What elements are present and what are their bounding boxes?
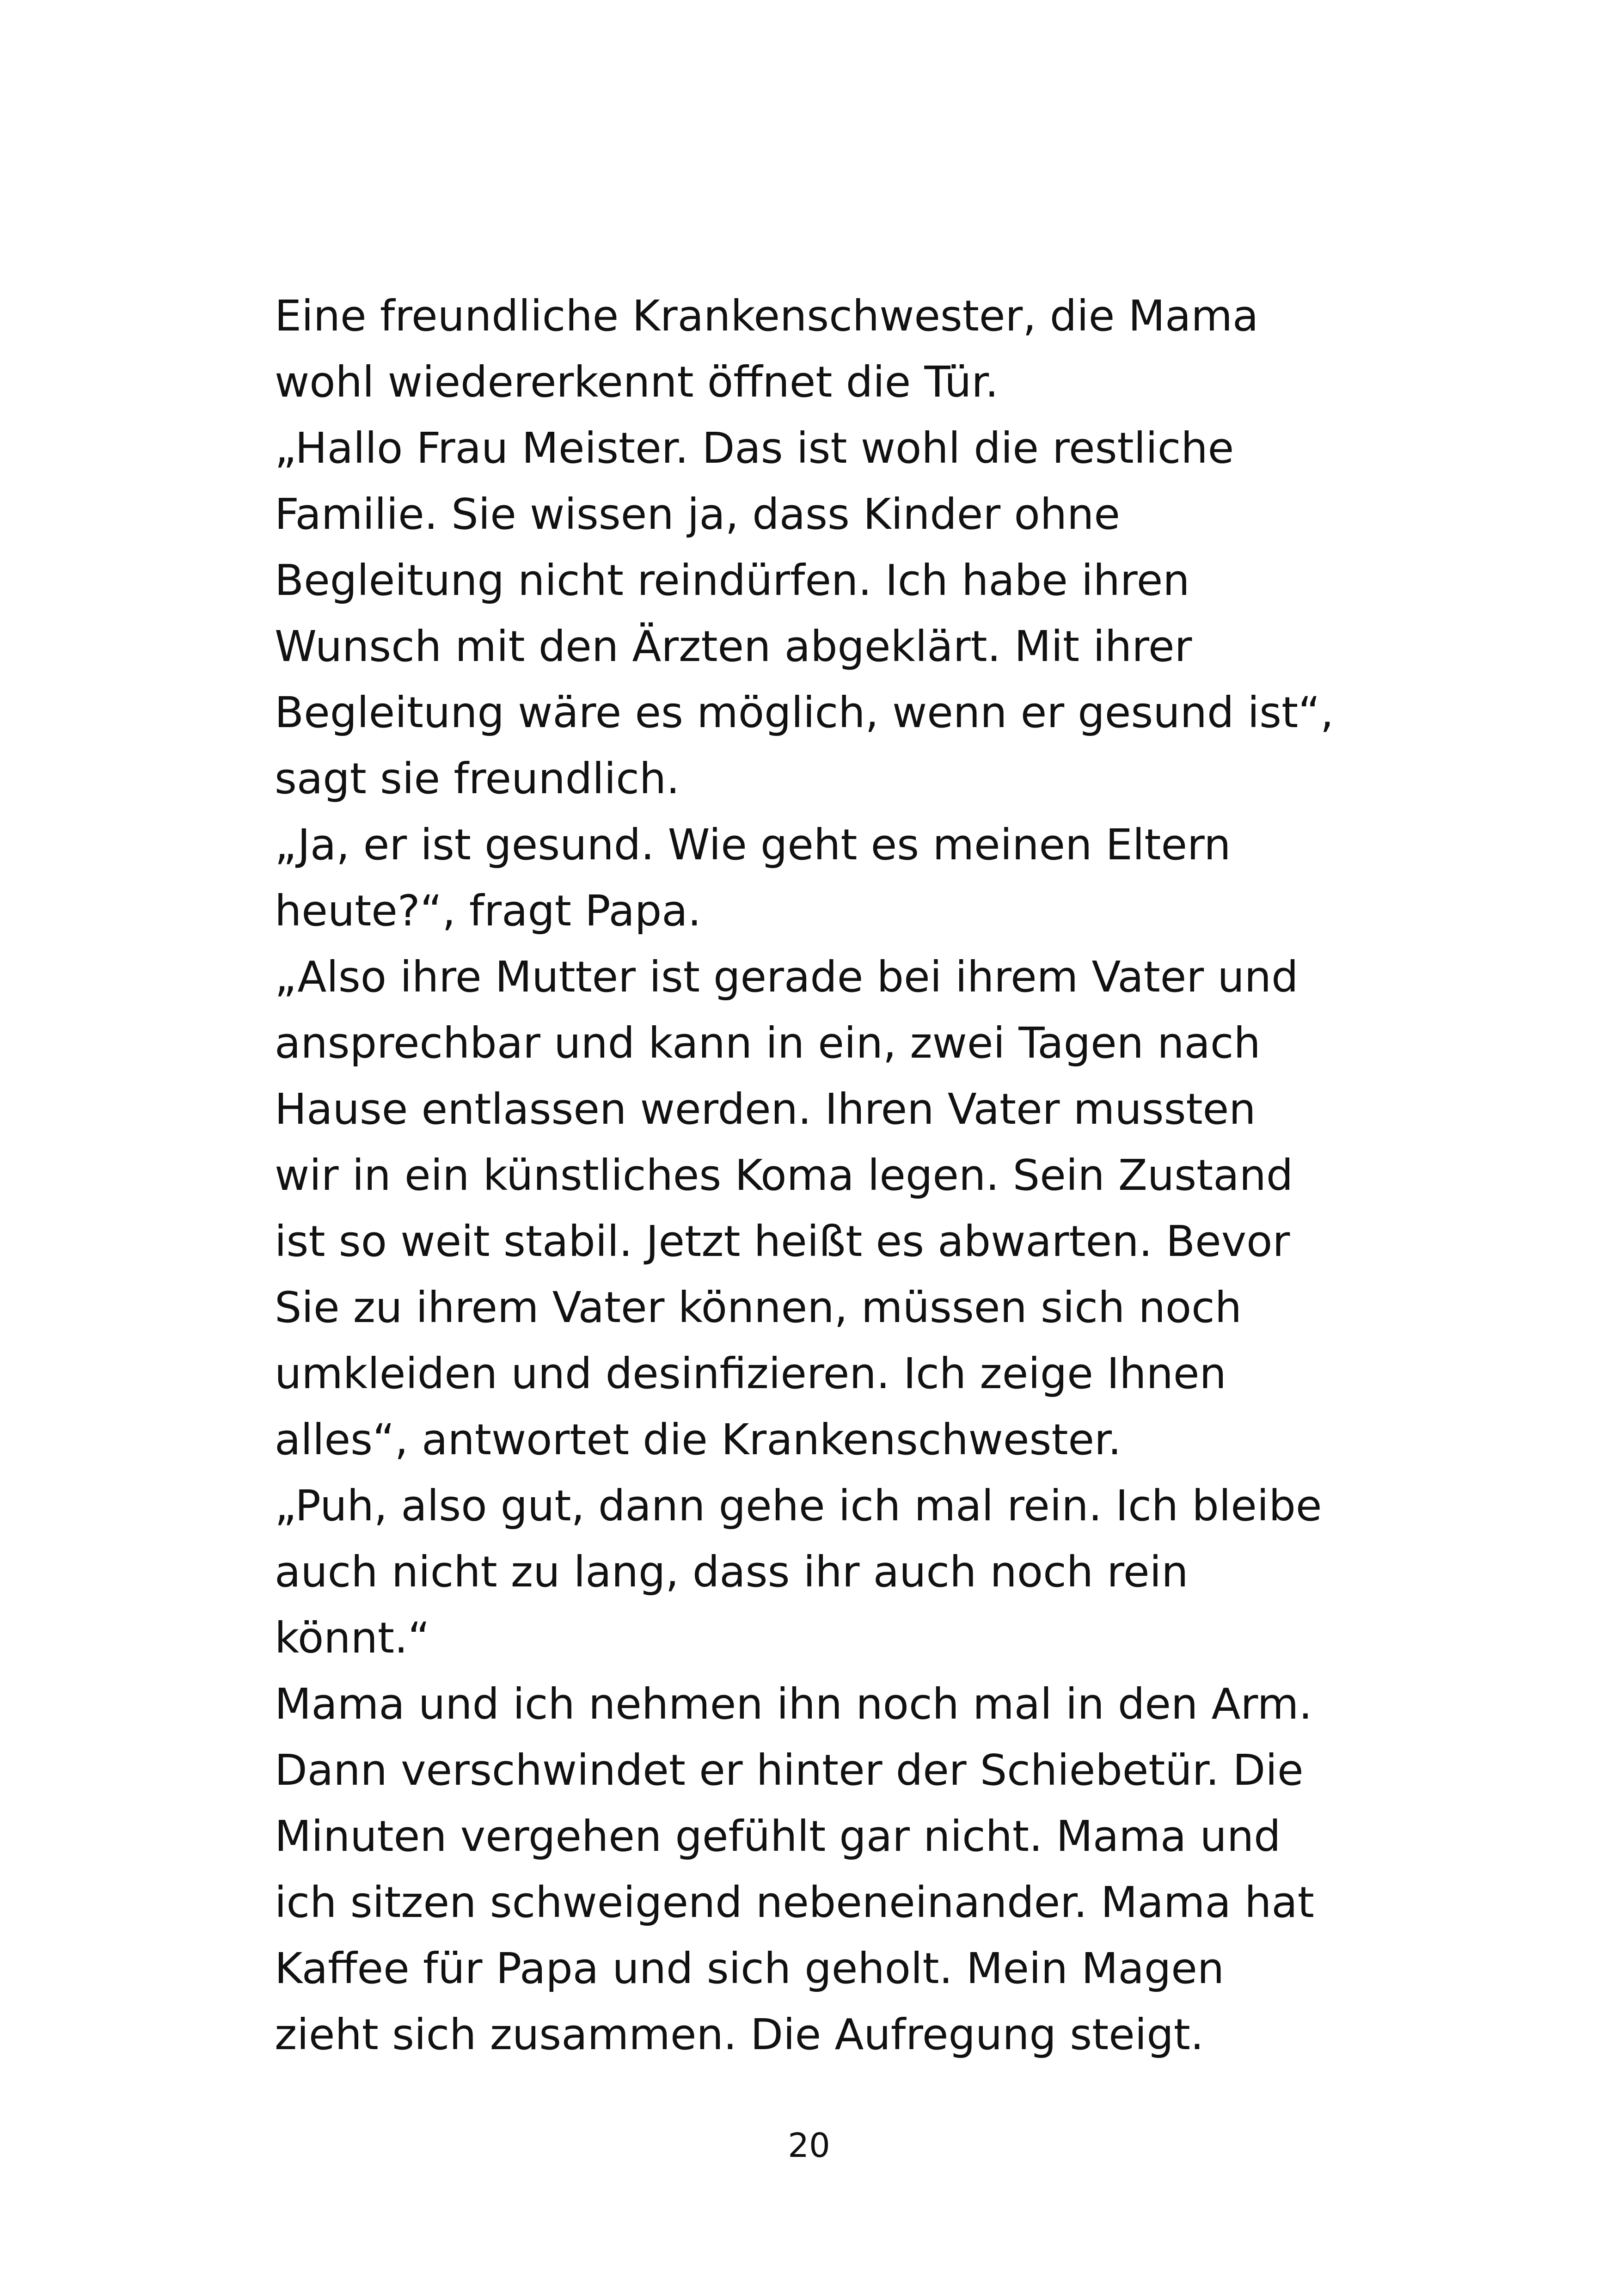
text-line: „Ja, er ist gesund. Wie geht es meinen Eltern (275, 820, 1231, 869)
text-line: könnt.“ (275, 1613, 430, 1663)
text-line: auch nicht zu lang, dass ihr auch noch rein (275, 1547, 1189, 1597)
text-line: wohl wiedererkennt öffnet die Tür. (275, 357, 999, 407)
text-line: „Puh, also gut, dann gehe ich mal rein. Ich bleibe (275, 1481, 1322, 1531)
text-line: ist so weit stabil. Jetzt heißt es abwarten. Bevor (275, 1217, 1290, 1266)
text-line: Familie. Sie wissen ja, dass Kinder ohne (275, 490, 1120, 539)
body-text (275, 283, 1384, 2068)
text-line: zieht sich zusammen. Die Aufregung steigt. (275, 2010, 1204, 2059)
text-line: „Hallo Frau Meister. Das ist wohl die restliche (275, 423, 1234, 473)
text-line: Mama und ich nehmen ihn noch mal in den Arm. (275, 1679, 1312, 1729)
text-line: umkleiden und desinfizieren. Ich zeige Ihnen (275, 1349, 1226, 1398)
text-line: Dann verschwindet er hinter der Schiebetür. Die (275, 1745, 1304, 1795)
text-line: „Also ihre Mutter ist gerade bei ihrem Vater und (275, 952, 1299, 1002)
text-line: heute?“, fragt Papa. (275, 886, 701, 936)
text-line: Sie zu ihrem Vater können, müssen sich noch (275, 1283, 1242, 1332)
text-line: Minuten vergehen gefühlt gar nicht. Mama und (275, 1812, 1281, 1861)
text-line: Wunsch mit den Ärzten abgeklärt. Mit ihrer (275, 622, 1192, 671)
text-line: Begleitung wäre es möglich, wenn er gesund ist“, (275, 688, 1334, 737)
text-line: Eine freundliche Krankenschwester, die Mama (275, 291, 1259, 341)
text-line: ich sitzen schweigend nebeneinander. Mama hat (275, 1878, 1314, 1927)
text-line: wir in ein künstliches Koma legen. Sein Zustand (275, 1151, 1293, 1200)
text-line: Hause entlassen werden. Ihren Vater mussten (275, 1084, 1256, 1134)
text-line: ansprechbar und kann in ein, zwei Tagen nach (275, 1018, 1261, 1068)
text-line: Begleitung nicht reindürfen. Ich habe ihren (275, 556, 1190, 605)
text-line: sagt sie freundlich. (275, 754, 680, 803)
text-line: alles“, antwortet die Krankenschwester. (275, 1415, 1122, 1464)
text-line: Kaffee für Papa und sich geholt. Mein Magen (275, 1944, 1225, 1993)
page-number: 20 (788, 2126, 830, 2165)
